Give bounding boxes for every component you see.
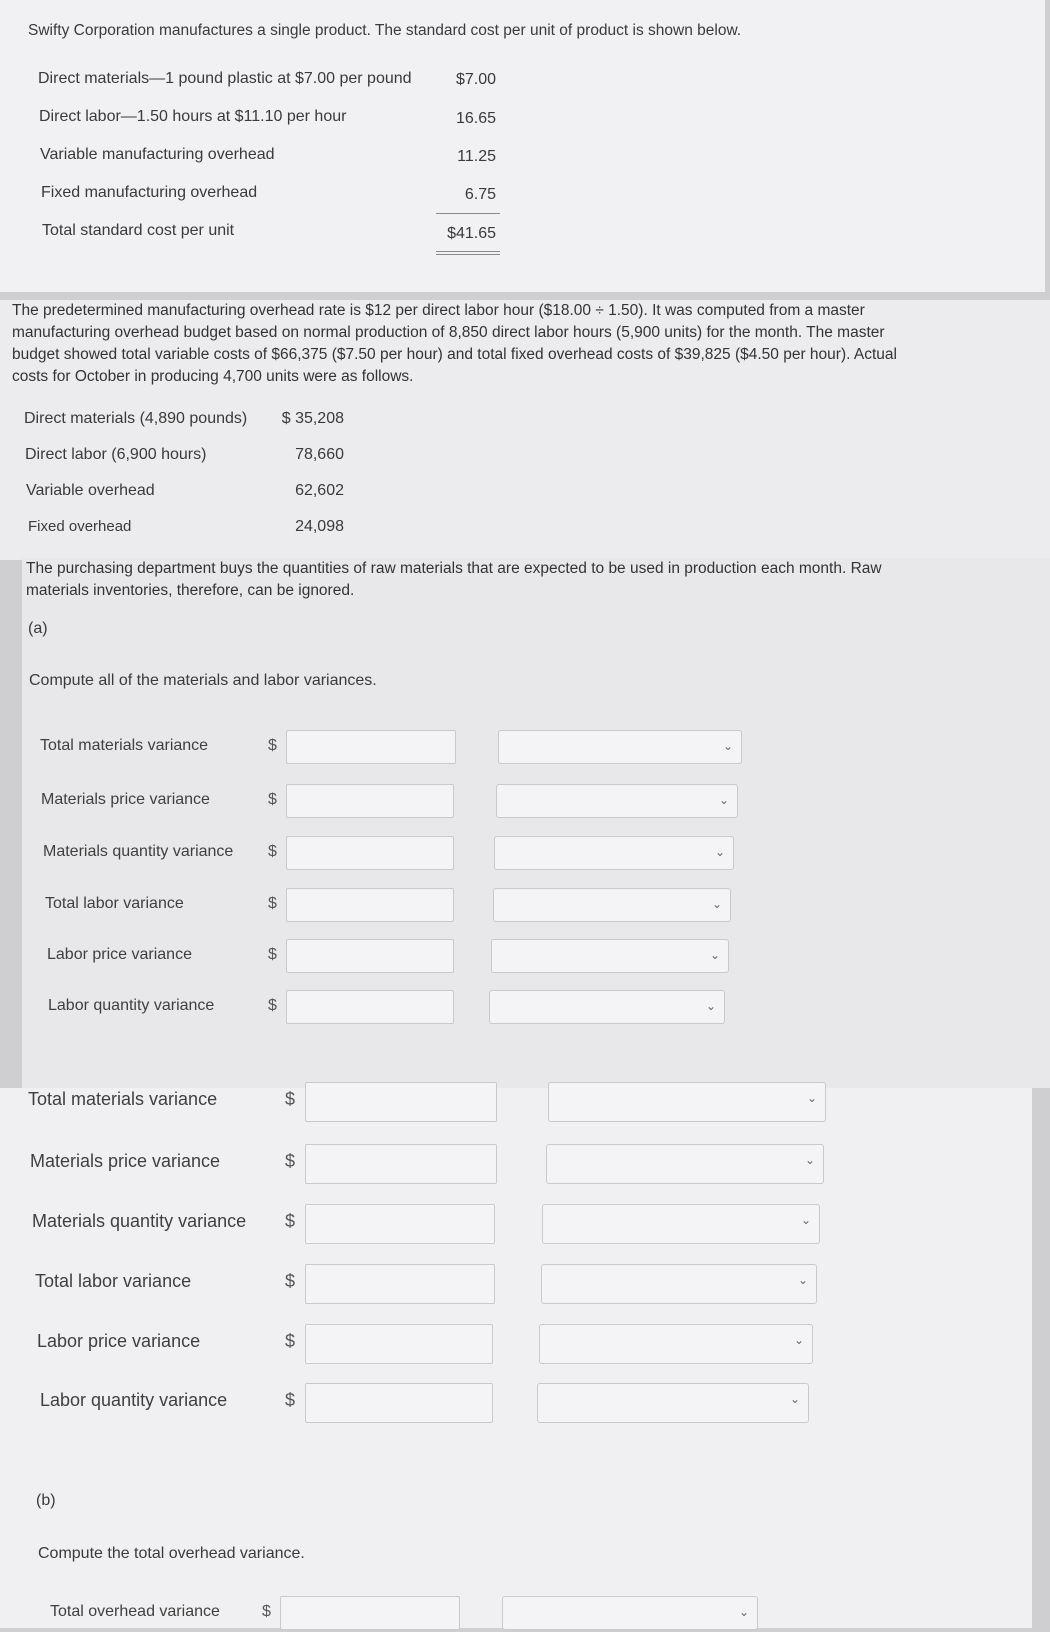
total-overhead-variance-input[interactable] bbox=[280, 1596, 460, 1630]
labor-quantity-variance-select[interactable] bbox=[489, 990, 725, 1024]
variance-label: Labor price variance bbox=[37, 1331, 201, 1351]
labor-price-variance-select[interactable] bbox=[539, 1324, 813, 1364]
total-labor-variance-select[interactable] bbox=[493, 888, 731, 922]
std-cost-label-3: Fixed manufacturing overhead bbox=[41, 184, 258, 201]
variance-row-labor-quantity bbox=[48, 990, 768, 1026]
actual-cost-amount-1: 78,660 bbox=[295, 446, 344, 463]
materials-price-variance-select[interactable] bbox=[546, 1144, 824, 1184]
chevron-down-icon: ⌄ bbox=[711, 897, 722, 911]
labor-price-variance-input[interactable] bbox=[305, 1324, 493, 1364]
total-overhead-variance-select[interactable] bbox=[502, 1596, 758, 1630]
variance-label: Labor quantity variance bbox=[48, 997, 215, 1014]
variance-row-total-materials bbox=[28, 1082, 848, 1118]
variance-label: Materials quantity variance bbox=[43, 843, 234, 860]
currency-symbol: $ bbox=[285, 1271, 296, 1291]
total-double-rule-bottom bbox=[436, 254, 500, 255]
currency-symbol: $ bbox=[285, 1331, 296, 1351]
variance-row-labor-quantity bbox=[40, 1383, 860, 1419]
currency-symbol: $ bbox=[285, 1151, 296, 1171]
part-b-letter: (b) bbox=[36, 1492, 56, 1509]
chevron-down-icon: ⌄ bbox=[722, 739, 733, 753]
variance-label: Materials price variance bbox=[30, 1151, 221, 1171]
subtotal-rule bbox=[436, 213, 500, 214]
std-cost-label-0: Direct materials—1 pound plastic at $7.00 per pound bbox=[38, 70, 412, 87]
variance-row-labor-price bbox=[47, 939, 767, 975]
chevron-down-icon: ⌄ bbox=[804, 1153, 815, 1167]
variance-row-total-labor bbox=[35, 1264, 855, 1300]
chevron-down-icon: ⌄ bbox=[806, 1091, 817, 1105]
chevron-down-icon: ⌄ bbox=[797, 1273, 808, 1287]
labor-quantity-variance-select[interactable] bbox=[537, 1383, 809, 1423]
overhead-paragraph: The predetermined manufacturing overhead rate is $12 per direct labor hour ($18.00 ÷ 1.50). It was computed from a master manufacturing overhead budget based on normal production of 8,850 direct labor hours (5,900 units) for the month. The master budget showed total variable costs of $66,375 ($7.50 per hour) and total fixed overhead costs of $39,825 ($4.50 per hour). Actual costs for October in producing 4,700 units were as follows. bbox=[12, 302, 897, 385]
part-a-panel bbox=[22, 558, 1050, 1088]
materials-price-variance-select[interactable] bbox=[496, 784, 738, 818]
variance-row-materials-price bbox=[30, 1144, 850, 1180]
part-a-repeat-and-part-b-panel bbox=[0, 1088, 1032, 1628]
variance-label: Total materials variance bbox=[28, 1089, 218, 1109]
currency-symbol: $ bbox=[285, 1089, 296, 1109]
chevron-down-icon: ⌄ bbox=[714, 845, 725, 859]
variance-row-labor-price bbox=[37, 1324, 857, 1360]
total-double-rule-top bbox=[436, 251, 500, 252]
total-labor-variance-input[interactable] bbox=[286, 888, 454, 922]
total-materials-variance-input[interactable] bbox=[286, 730, 456, 764]
variance-label: Labor price variance bbox=[47, 946, 192, 963]
std-cost-label-2: Variable manufacturing overhead bbox=[40, 146, 275, 163]
variance-label: Total materials variance bbox=[40, 737, 209, 754]
materials-quantity-variance-select[interactable] bbox=[542, 1204, 820, 1244]
std-cost-amount-3: 6.75 bbox=[464, 186, 496, 203]
variance-label: Labor quantity variance bbox=[40, 1390, 228, 1410]
currency-symbol: $ bbox=[268, 997, 277, 1014]
intro-text: Swifty Corporation manufactures a single product. The standard cost per unit of product is shown below. bbox=[28, 22, 742, 39]
total-materials-variance-select[interactable] bbox=[498, 730, 742, 764]
labor-price-variance-select[interactable] bbox=[491, 939, 729, 973]
part-a-instruction: Compute all of the materials and labor variances. bbox=[29, 672, 377, 689]
total-materials-variance-input[interactable] bbox=[305, 1082, 497, 1122]
materials-quantity-variance-select[interactable] bbox=[494, 836, 734, 870]
chevron-down-icon: ⌄ bbox=[800, 1213, 811, 1227]
actual-cost-label-1: Direct labor (6,900 hours) bbox=[25, 446, 207, 463]
currency-symbol: $ bbox=[285, 1390, 296, 1410]
currency-symbol: $ bbox=[268, 791, 277, 808]
variance-row-materials-quantity bbox=[32, 1204, 852, 1240]
actual-cost-amount-3: 24,098 bbox=[295, 518, 344, 535]
actual-cost-label-0: Direct materials (4,890 pounds) bbox=[24, 410, 248, 427]
actual-cost-amount-2: 62,602 bbox=[295, 482, 344, 499]
variance-label: Total labor variance bbox=[35, 1271, 192, 1291]
chevron-down-icon: ⌄ bbox=[789, 1392, 800, 1406]
total-materials-variance-select[interactable] bbox=[548, 1082, 826, 1122]
variance-row-total-materials bbox=[40, 730, 760, 766]
chevron-down-icon: ⌄ bbox=[793, 1333, 804, 1347]
variance-row-total-labor bbox=[45, 888, 765, 924]
currency-symbol: $ bbox=[262, 1603, 271, 1620]
actual-costs-panel bbox=[0, 300, 1050, 560]
currency-symbol: $ bbox=[268, 946, 277, 963]
std-cost-amount-0: $7.00 bbox=[455, 71, 496, 88]
labor-quantity-variance-input[interactable] bbox=[286, 990, 454, 1024]
total-labor-variance-select[interactable] bbox=[541, 1264, 817, 1304]
currency-symbol: $ bbox=[268, 737, 277, 754]
std-cost-label-1: Direct labor—1.50 hours at $11.10 per hour bbox=[39, 108, 347, 125]
total-labor-variance-input[interactable] bbox=[305, 1264, 495, 1304]
std-cost-label-4: Total standard cost per unit bbox=[42, 222, 235, 239]
variance-row-materials-quantity bbox=[43, 836, 763, 872]
actual-cost-label-2: Variable overhead bbox=[26, 482, 155, 499]
currency-symbol: $ bbox=[268, 895, 277, 912]
purchasing-paragraph: The purchasing department buys the quantities of raw materials that are expected to be used in production each month. Raw materials inventories, therefore, can be ignored. bbox=[26, 560, 882, 599]
currency-symbol: $ bbox=[285, 1211, 296, 1231]
variance-row-total-overhead bbox=[50, 1596, 790, 1632]
materials-quantity-variance-input[interactable] bbox=[305, 1204, 495, 1244]
variance-label: Total labor variance bbox=[45, 895, 184, 912]
variance-row-materials-price bbox=[41, 784, 761, 820]
chevron-down-icon: ⌄ bbox=[738, 1605, 749, 1619]
chevron-down-icon: ⌄ bbox=[705, 999, 716, 1013]
materials-price-variance-input[interactable] bbox=[305, 1144, 497, 1184]
currency-symbol: $ bbox=[268, 843, 277, 860]
chevron-down-icon: ⌄ bbox=[709, 948, 720, 962]
part-a-letter: (a) bbox=[28, 620, 48, 637]
actual-cost-label-3: Fixed overhead bbox=[28, 518, 132, 535]
std-cost-amount-2: 11.25 bbox=[457, 148, 496, 165]
variance-label: Total overhead variance bbox=[50, 1603, 220, 1620]
labor-quantity-variance-input[interactable] bbox=[305, 1383, 493, 1423]
materials-price-variance-input[interactable] bbox=[286, 784, 454, 818]
variance-label: Materials quantity variance bbox=[32, 1211, 247, 1231]
labor-price-variance-input[interactable] bbox=[286, 939, 454, 973]
actual-cost-amount-0: $ 35,208 bbox=[281, 410, 344, 427]
part-b-instruction: Compute the total overhead variance. bbox=[38, 1545, 305, 1562]
std-cost-amount-1: 16.65 bbox=[455, 110, 496, 127]
standard-cost-panel bbox=[0, 0, 1045, 292]
variance-label: Materials price variance bbox=[41, 791, 210, 808]
std-cost-amount-4: $41.65 bbox=[447, 225, 496, 242]
chevron-down-icon: ⌄ bbox=[718, 793, 729, 807]
materials-quantity-variance-input[interactable] bbox=[286, 836, 454, 870]
